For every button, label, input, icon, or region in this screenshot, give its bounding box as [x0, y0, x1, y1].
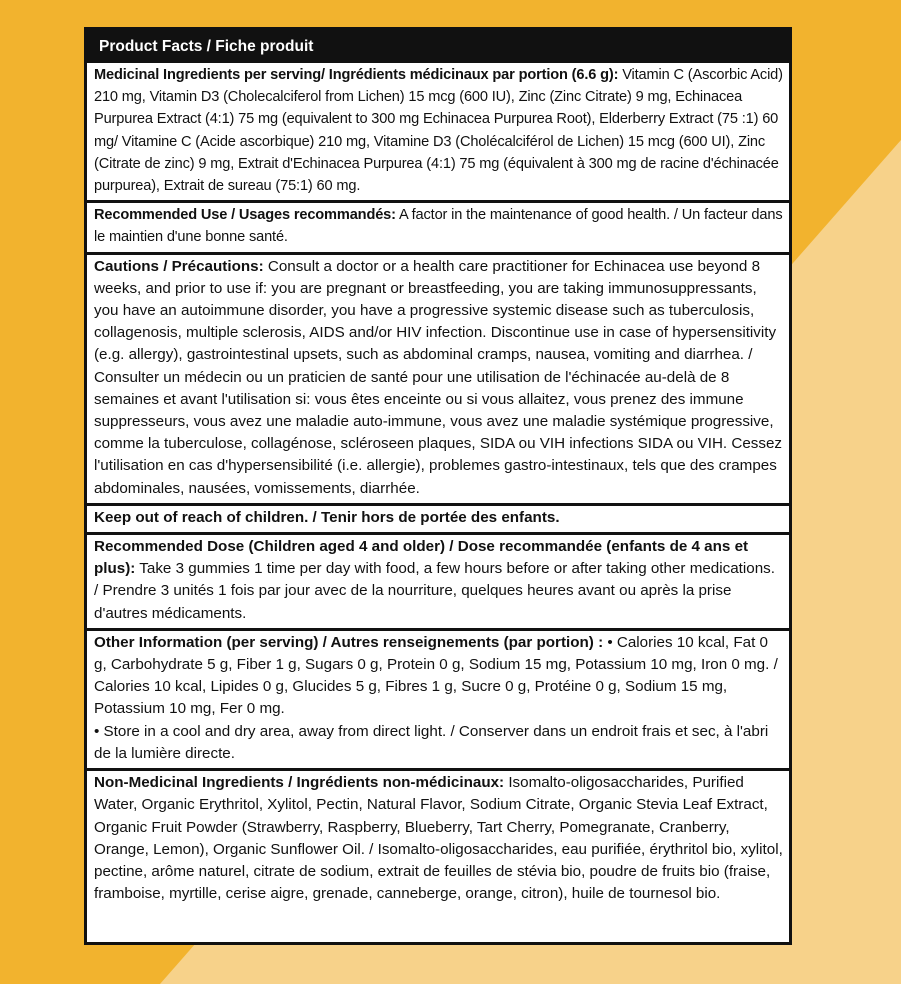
section-body: Take 3 gummies 1 time per day with food, a few hours before or after taking other medications. / Prendre 3 unités 1 fois par jour avec de la nourriture, quelques heures avant ou après la prise d'autres médicaments.: [94, 560, 775, 622]
section-body: A factor in the maintenance of good health. / Un facteur dans le maintien d'une bonne santé.: [94, 207, 783, 246]
medicinal-ingredients-section: [87, 60, 789, 200]
label-header: Product Facts / Fiche produit: [87, 30, 789, 60]
section-title: Non-Medicinal Ingredients / Ingrédients non-médicinaux:: [94, 774, 505, 792]
product-facts-label: [84, 27, 792, 945]
section-title: Cautions / Précautions:: [94, 257, 264, 275]
keep-out-of-reach-section: [87, 503, 789, 532]
section-title: Recommended Use / Usages recommandés:: [94, 207, 396, 224]
other-information-section: [87, 628, 789, 768]
non-medicinal-ingredients-section: [87, 768, 789, 908]
section-title: Keep out of reach of children. / Tenir hors de portée des enfants.: [94, 508, 560, 526]
section-body: Isomalto-oligosaccharides, Purified Water, Organic Erythritol, Xylitol, Pectin, Natural Flavor, Sodium Citrate, Organic Stevia Leaf Extract, Organic Fruit Powder (Strawberry, Raspberry, Blueberry, Tart Cherry, Pomegranate, Cranberry, Orange, Lemon), Organic Sunflower Oil. / Isomalto-oligosaccharides, eau purifiée, érythritol bio, xylitol, pectine, arôme naturel, citrate de sodium, extrait de feuilles de stévia bio, poudre de fruits bio (fraise, framboise, myrtille, cerise aigre, grenade, canneberge, orange, citron), huile de tournesol bio.: [94, 774, 783, 903]
section-body: • Calories 10 kcal, Fat 0 g, Carbohydrate 5 g, Fiber 1 g, Sugars 0 g, Protein 0 g, Sodium 15 mg, Potassium 10 mg, Iron 0 mg. / Calories 10 kcal, Lipides 0 g, Glucides 5 g, Fibres 1 g, Sucre 0 g, Protéine 0 g, Sodium 15 mg, Potassium 10 mg, Fer 0 mg. • Store in a cool and dry area, away from direct light. / Conserver dans un endroit frais et sec, à l'abri de la lumière directe.: [94, 633, 778, 762]
recommended-dose-section: [87, 532, 789, 628]
section-title: Other Information (per serving) / Autres renseignements (par portion) :: [94, 633, 604, 651]
section-body: Vitamin C (Ascorbic Acid) 210 mg, Vitamin D3 (Cholecalciferol from Lichen) 15 mcg (600 IU), Zinc (Zinc Citrate) 9 mg, Echinacea Purpurea Extract (4:1) 75 mg (equivalent to 300 mg Echinacea Purpurea Root), Elderberry Extract (75 :1) 60 mg/ Vitamine C (Acide ascorbique) 210 mg, Vitamine D3 (Cholécalciférol de Lichen) 15 mcg (600 UI), Zinc (Citrate de zinc) 9 mg, Extrait d'Echinacea Purpurea (4:1) 75 mg (équivalent à 300 mg de racine d'échinacée purpurea), Extrait de sureau (75:1) 60 mg.: [94, 67, 783, 195]
section-body: Consult a doctor or a health care practitioner for Echinacea use beyond 8 weeks, and prior to use if: you are pregnant or breastfeeding, you are taking immunosuppressants, you have an autoimmune disorder, you have a progressive systemic disease such as tuberculosis, collagenosis, multiple sclerosis, AIDS and/or HIV infection. Discontinue use in case of hypersensitivity (e.g. allergy), gastrointestinal upsets, such as abdominal cramps, nausea, vomiting and diarrhea. / Consulter un médecin ou un praticien de santé pour une utilisation de l'échinacée au-delà de 8 semaines et avant l'utilisation si: vous êtes enceinte ou si vous allaitez, vous prenez des immune suppresseurs, vous avez une maladie auto-immune, vous avez une maladie systémique progressive, comme la tuberculose, collagénose, scléroseen plaques, SIDA ou VIH infections SIDA ou VIH. Cessez l'utilisation en cas d'hypersensibilité (i.e. allergie), problemes gastro-intestinaux, tels que des crampes abdominales, nausées, vomissements, diarrhée.: [94, 257, 783, 497]
recommended-use-section: [87, 200, 789, 251]
section-title: Recommended Dose (Children aged 4 and older) / Dose recommandée (enfants de 4 ans et plus):: [94, 538, 749, 578]
cautions-section: [87, 252, 789, 503]
section-title: Medicinal Ingredients per serving/ Ingrédients médicinaux par portion (6.6 g):: [94, 67, 619, 83]
